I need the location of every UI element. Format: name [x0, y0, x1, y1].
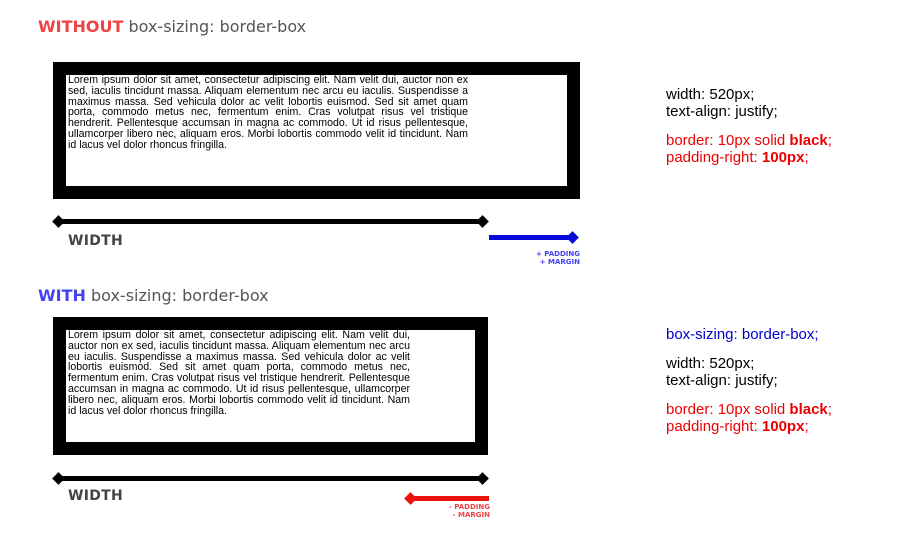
- with-width-right-diamond-icon: [476, 472, 489, 485]
- without-padding-diamond-icon: [566, 231, 579, 244]
- without-heading: [38, 17, 306, 36]
- with-heading: [38, 286, 269, 305]
- with-width-line: [58, 476, 486, 481]
- without-keyword: WITHOUT: [38, 17, 124, 36]
- without-css-text-align: text-align: justify;: [666, 103, 778, 120]
- without-note-line2: + MARGIN: [539, 258, 580, 266]
- with-width-left-diamond-icon: [52, 472, 65, 485]
- with-note-line2: - MARGIN: [452, 511, 490, 519]
- with-padding-diamond-icon: [404, 492, 417, 505]
- with-heading-rest: box-sizing: border-box: [85, 286, 269, 305]
- without-demo-box: [53, 62, 580, 199]
- with-lorem-text: Lorem ipsum dolor sit amet, consectetur adipiscing elit. Nam velit dui, auctor non ex sed, iaculis tincidunt massa. Aliquam elementum nec arcu eu iaculis. Suspendisse a maximus massa. Sed vehicula dolor ac velit lobortis euismod. Sed sit amet quam porta, commodo metus nec, fermentum enim. Cras volutpat risus vel tristique hendrerit. Pellentesque accumsan in magna ac commodo. Ut id risus pellentesque, ullamcorper libero nec, aliquam eros. Morbi lobortis commodo velit id tincidunt. Nam id lacus vel dolor rhoncus fringilla.: [68, 329, 410, 417]
- without-css-width: width: 520px;: [666, 86, 755, 103]
- with-css-padding: padding-right: 100px;: [666, 418, 809, 435]
- with-keyword: WITH: [38, 286, 86, 305]
- without-width-right-diamond-icon: [476, 215, 489, 228]
- without-padding-note: [536, 250, 580, 266]
- without-lorem-text: Lorem ipsum dolor sit amet, consectetur adipiscing elit. Nam velit dui, auctor non ex sed, iaculis tincidunt massa. Aliquam elementum nec arcu eu iaculis. Suspendisse a maximus massa. Sed vehicula dolor ac velit lobortis euismod. Sed sit amet quam porta, commodo metus nec, fermentum enim. Cras volutpat risus vel tristique hendrerit. Pellentesque accumsan in magna ac commodo. Ut id risus pellentesque, ullamcorper libero nec, aliquam eros. Morbi lobortis commodo velit id tincidunt. Nam id lacus vel dolor rhoncus fringilla.: [68, 74, 468, 151]
- without-width-left-diamond-icon: [52, 215, 65, 228]
- without-css-border: border: 10px solid black;: [666, 132, 832, 149]
- with-demo-box: [53, 317, 488, 455]
- with-padding-note: [449, 503, 490, 519]
- with-padding-line: [410, 496, 489, 501]
- without-padding-line: [489, 235, 571, 240]
- with-css-text-align: text-align: justify;: [666, 372, 778, 389]
- without-note-line1: + PADDING: [535, 250, 580, 258]
- without-width-line: [58, 219, 486, 224]
- with-note-line1: - PADDING: [448, 503, 490, 511]
- without-css-block: [666, 86, 832, 166]
- with-css-block: [666, 326, 832, 435]
- with-width-label: WIDTH: [68, 488, 124, 504]
- without-css-padding: padding-right: 100px;: [666, 149, 809, 166]
- with-css-width: width: 520px;: [666, 355, 755, 372]
- with-css-border: border: 10px solid black;: [666, 401, 832, 418]
- without-heading-rest: box-sizing: border-box: [123, 17, 307, 36]
- with-css-box-sizing: box-sizing: border-box;: [666, 326, 819, 343]
- without-width-label: WIDTH: [68, 233, 124, 249]
